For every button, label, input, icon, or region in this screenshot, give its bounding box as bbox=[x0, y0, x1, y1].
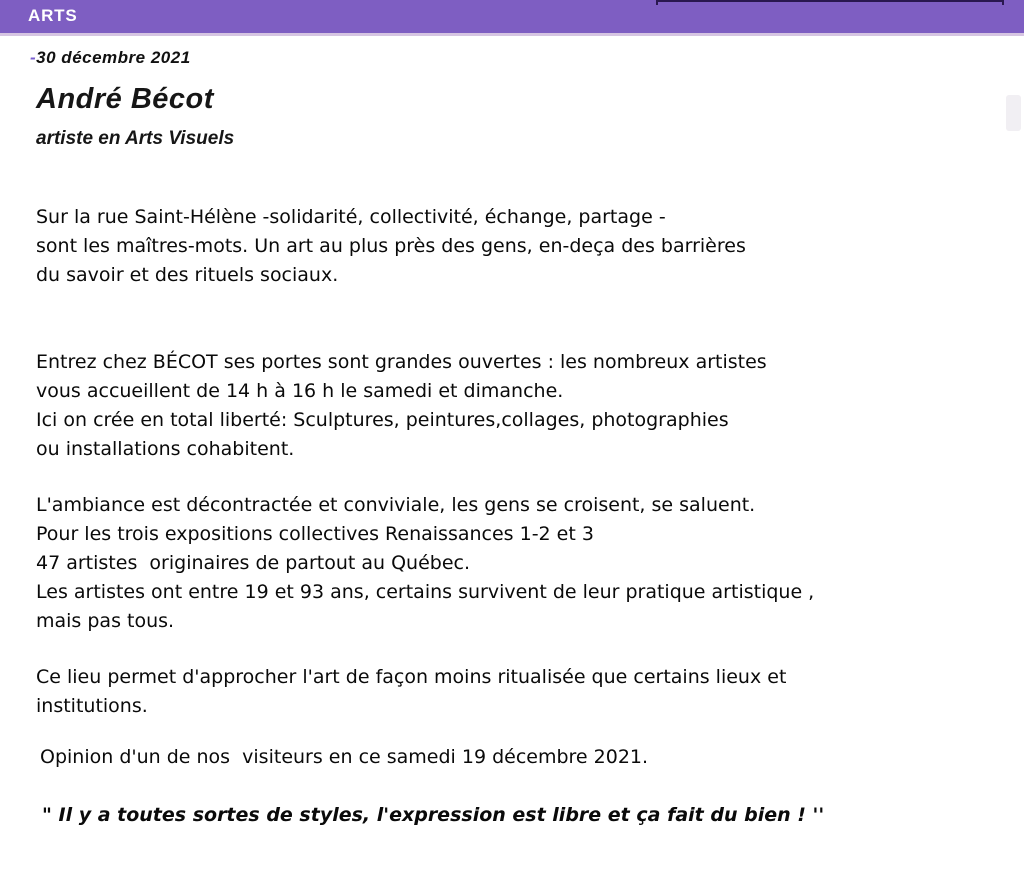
text-line: Pour les trois expositions collectives Renaissances 1-2 et 3 bbox=[36, 523, 594, 545]
text-line: Ici on crée en total liberté: Sculptures, peintures,collages, photographies bbox=[36, 409, 729, 431]
cutoff-element-border bbox=[656, 0, 1004, 5]
date-text: 30 décembre 2021 bbox=[36, 48, 191, 67]
text-line: Ce lieu permet d'approcher l'art de façon moins ritualisée que certains lieux et bbox=[36, 666, 787, 688]
opinion-line: Opinion d'un de nos visiteurs en ce samedi 19 décembre 2021. bbox=[40, 746, 649, 768]
text-line: ou installations cohabitent. bbox=[36, 438, 295, 460]
category-bar bbox=[0, 0, 1024, 36]
category-label: ARTS bbox=[28, 6, 78, 25]
text-line: Sur la rue Saint-Hélène -solidarité, collectivité, échange, partage - bbox=[36, 206, 666, 228]
article-title: André Bécot bbox=[36, 83, 214, 115]
text-line: institutions. bbox=[36, 695, 148, 717]
text-line: sont les maîtres-mots. Un art au plus près des gens, en-deça des barrières bbox=[36, 235, 746, 257]
paragraph-intro bbox=[36, 203, 1024, 290]
article bbox=[0, 36, 1024, 830]
text-line: Entrez chez BÉCOT ses portes sont grandes ouvertes : les nombreux artistes bbox=[36, 351, 767, 373]
text-line: L'ambiance est décontractée et conviviale, les gens se croisent, se saluent. bbox=[36, 494, 756, 516]
paragraph-lieu bbox=[36, 663, 1024, 721]
article-subtitle: artiste en Arts Visuels bbox=[36, 128, 235, 149]
paragraph-ambiance bbox=[36, 491, 1024, 636]
quote-line: " Il y a toutes sortes de styles, l'expression est libre et ça fait du bien ! '' bbox=[42, 804, 825, 826]
text-line: du savoir et des rituels sociaux. bbox=[36, 264, 339, 286]
text-line: Les artistes ont entre 19 et 93 ans, certains survivent de leur pratique artistique , bbox=[36, 581, 815, 603]
article-date bbox=[30, 48, 1024, 68]
text-line: 47 artistes originaires de partout au Québec. bbox=[36, 552, 471, 574]
date-dash: - bbox=[30, 48, 37, 67]
paragraph-visit bbox=[36, 348, 1024, 464]
text-line: mais pas tous. bbox=[36, 610, 175, 632]
text-line: vous accueillent de 14 h à 16 h le samedi et dimanche. bbox=[36, 380, 564, 402]
